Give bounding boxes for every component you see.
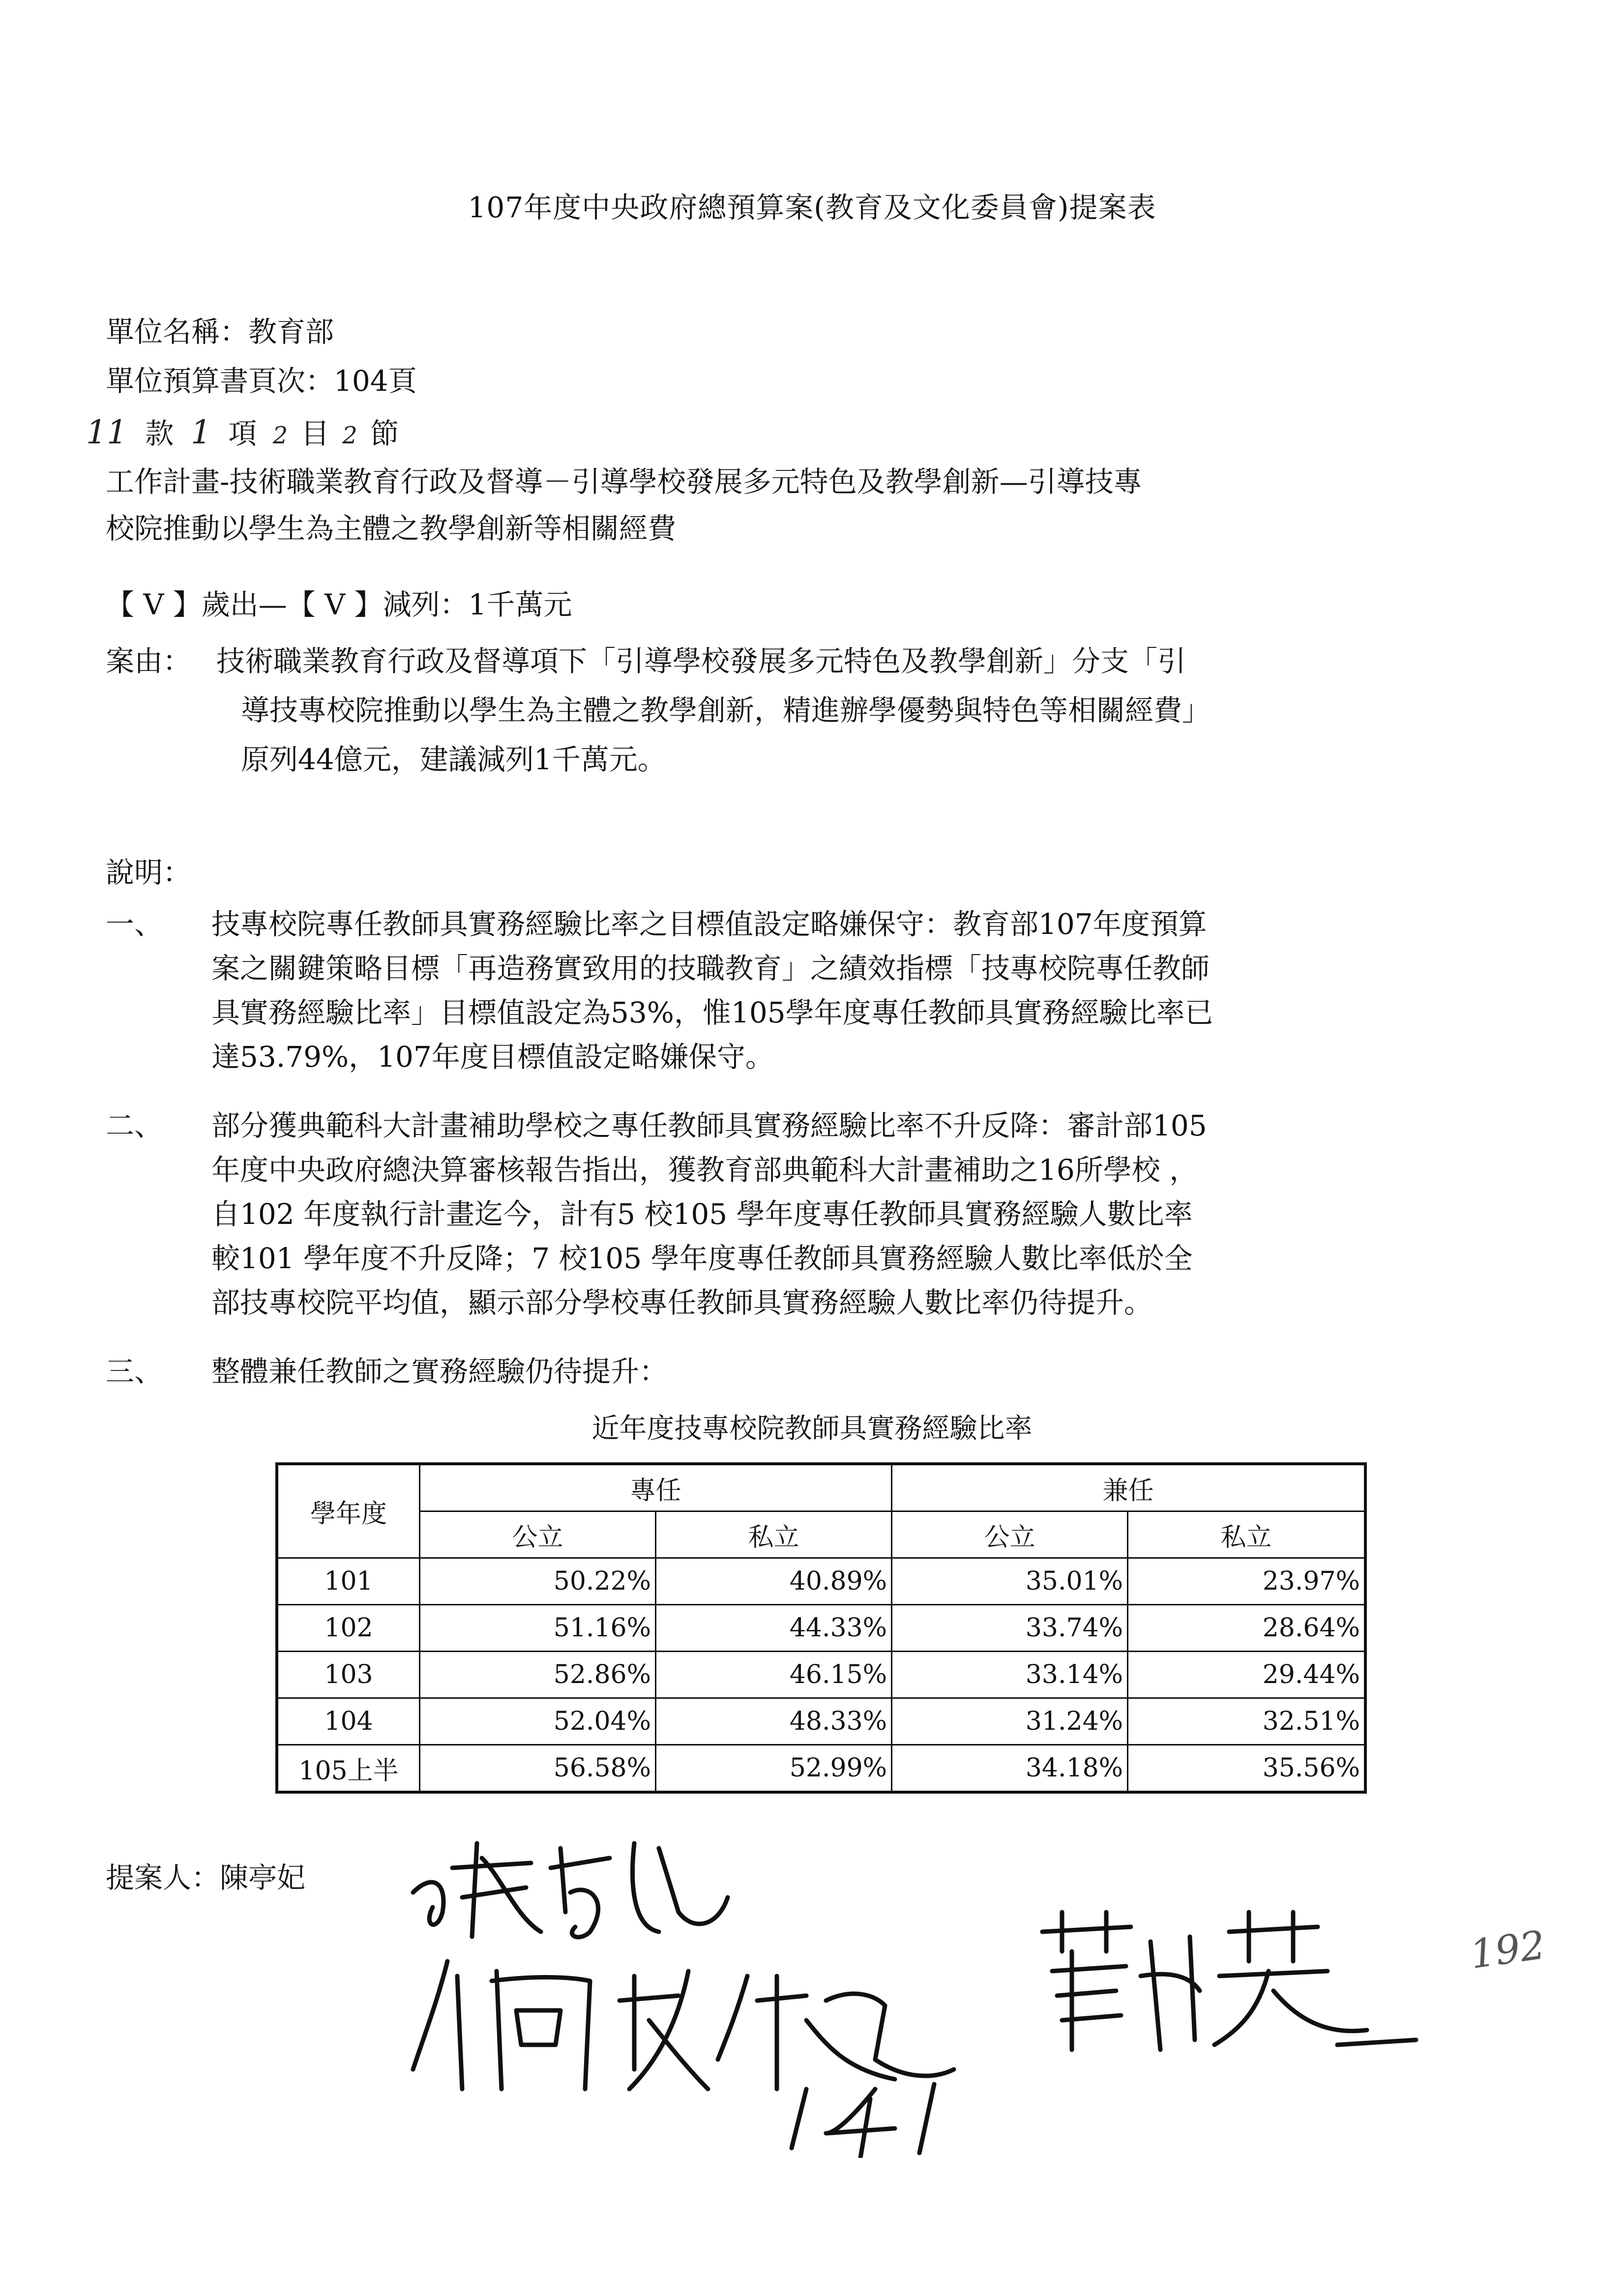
hand-kuan-number: 11 [86, 413, 127, 451]
handwritten-signatures [403, 1814, 1436, 2158]
fulltime-header: 專任 [420, 1464, 892, 1511]
ft-private-cell: 48.33% [656, 1698, 892, 1745]
signature-stroke [792, 2089, 806, 2148]
fulltime-private-header: 私立 [656, 1511, 892, 1558]
pt-public-cell: 34.18% [892, 1745, 1128, 1793]
pt-public-cell: 33.14% [892, 1652, 1128, 1698]
ft-private-cell: 40.89% [656, 1558, 892, 1605]
ft-private-cell: 46.15% [656, 1652, 892, 1698]
year-cell: 101 [277, 1558, 420, 1605]
ft-private-cell: 52.99% [656, 1745, 892, 1793]
signature-stroke [718, 1976, 895, 2089]
kuan-label: 款 [145, 417, 174, 450]
point-2-line: 較101 學年度不升反降；7 校105 學年度專任教師具實務經驗人數比率低於全 [211, 1242, 1193, 1275]
point-2-line: 自102 年度執行計畫迄今，計有5 校105 學年度專任教師具實務經驗人數比率 [211, 1197, 1193, 1231]
parttime-private-header: 私立 [1128, 1511, 1365, 1558]
year-cell: 102 [277, 1605, 420, 1652]
ft-public-cell: 52.86% [420, 1652, 656, 1698]
parttime-public-header: 公立 [892, 1511, 1128, 1558]
hand-jie-number: 2 [342, 422, 357, 449]
signature-stroke [620, 1971, 708, 2089]
signature-stroke [826, 2089, 895, 2158]
signature-stroke [1214, 1912, 1416, 2045]
signature-stroke [919, 2084, 934, 2153]
fulltime-public-header: 公立 [420, 1511, 656, 1558]
ft-public-cell: 51.16% [420, 1605, 656, 1652]
proposer: 提案人：陳亭妃 [106, 1861, 306, 1894]
point-2-number: 二、 [106, 1109, 163, 1142]
year-cell: 105上半 [277, 1745, 420, 1793]
mu-label: 目 [300, 417, 329, 450]
point-2-line: 年度中央政府總決算審核報告指出，獲教育部典範科大計畫補助之16所學校 ， [211, 1153, 1198, 1187]
point-1-text [211, 902, 1213, 1079]
signature-stroke [551, 1848, 610, 1937]
ft-private-cell: 44.33% [656, 1605, 892, 1652]
ft-public-cell: 56.58% [420, 1745, 656, 1793]
work-plan-line-2: 校院推動以學生為主體之教學創新等相關經費 [106, 512, 677, 545]
reason-line-2: 導技專校院推動以學生為主體之教學創新，精進辦學優勢與特色等相關經費」 [241, 694, 1211, 727]
explain-label: 說明： [106, 856, 192, 889]
signature-stroke [413, 1961, 462, 2089]
table-caption: 近年度技專校院教師具實務經驗比率 [591, 1413, 1033, 1445]
document-title: 107年度中央政府總預算案(教育及文化委員會)提案表 [468, 191, 1156, 224]
point-1-line: 案之關鍵策略目標「再造務實致用的技職教育」之績效指標「技專校院專任教師 [211, 952, 1210, 985]
reason-line-1: 技術職業教育行政及督導項下「引導學校發展多元特色及教學創新」分支「引 [216, 644, 1186, 678]
year-cell: 103 [277, 1652, 420, 1698]
table-row [277, 1698, 1365, 1745]
reason-label: 案由： [106, 644, 192, 678]
signature-stroke [633, 1843, 728, 1932]
table-row [277, 1745, 1365, 1793]
pt-private-cell: 32.51% [1128, 1698, 1365, 1745]
point-1-line: 達53.79%，107年度目標值設定略嫌保守。 [211, 1040, 774, 1074]
pt-private-cell: 35.56% [1128, 1745, 1365, 1793]
unit-name: 單位名稱：教育部 [106, 315, 334, 349]
pt-public-cell: 31.24% [892, 1698, 1128, 1745]
year-header: 學年度 [277, 1464, 420, 1558]
jie-label: 節 [370, 417, 399, 450]
experience-ratio-table [275, 1462, 1367, 1794]
point-1-number: 一、 [106, 907, 163, 941]
pt-private-cell: 28.64% [1128, 1605, 1365, 1652]
point-1-line: 技專校院專任教師具實務經驗比率之目標值設定略嫌保守：教育部107年度預算 [211, 907, 1207, 941]
xiang-label: 項 [228, 417, 257, 450]
pt-private-cell: 23.97% [1128, 1558, 1365, 1605]
ft-public-cell: 52.04% [420, 1698, 656, 1745]
signature-stroke [826, 1994, 954, 2076]
ft-public-cell: 50.22% [420, 1558, 656, 1605]
hand-xiang-number: 1 [190, 413, 211, 451]
signature-stroke [413, 1882, 443, 1924]
signature-stroke [1042, 1912, 1131, 2050]
pt-public-cell: 35.01% [892, 1558, 1128, 1605]
budget-cut: 【 V 】歲出—【 V 】減列：1千萬元 [106, 588, 572, 621]
work-plan-line-1: 工作計畫-技術職業教育行政及督導－引導學校發展多元特色及教學創新—引導技專 [106, 465, 1142, 498]
signature-stroke [452, 1843, 541, 1937]
year-cell: 104 [277, 1698, 420, 1745]
point-2-line: 部技專校院平均值，顯示部分學校專任教師具實務經驗人數比率仍待提升。 [211, 1286, 1153, 1319]
hand-mu-number: 2 [272, 422, 288, 449]
table-row [277, 1652, 1365, 1698]
pt-public-cell: 33.74% [892, 1605, 1128, 1652]
pt-private-cell: 29.44% [1128, 1652, 1365, 1698]
point-3-number: 三、 [106, 1355, 163, 1388]
table-row [277, 1605, 1365, 1652]
table-row [277, 1558, 1365, 1605]
point-2-text [211, 1104, 1207, 1325]
budget-page: 單位預算書頁次：104頁 [106, 364, 417, 398]
point-2-line: 部分獲典範科大計畫補助學校之專任教師具實務經驗比率不升反降：審計部105 [211, 1109, 1207, 1142]
signature-stroke [492, 1971, 590, 2089]
point-1-line: 具實務經驗比率」目標值設定為53%，惟105學年度專任教師具實務經驗比率已 [211, 996, 1213, 1029]
parttime-header: 兼任 [892, 1464, 1365, 1511]
reason-line-3: 原列44億元，建議減列1千萬元。 [241, 743, 666, 776]
kuan-xiang-mu-jie [86, 410, 399, 458]
corner-page-number: 192 [1467, 1921, 1548, 1978]
signature-stroke [1141, 1937, 1200, 2050]
point-3-line: 整體兼任教師之實務經驗仍待提升： [211, 1355, 668, 1388]
